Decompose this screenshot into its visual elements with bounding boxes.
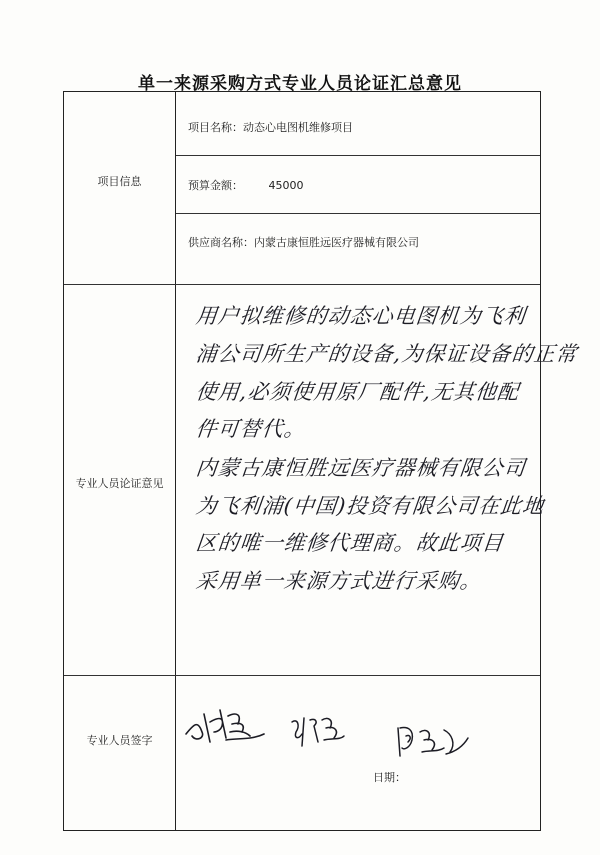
budget-label: 预算金额： [188,179,243,192]
project-name-row [188,119,353,135]
opinion-line: 区的唯一维修代理商。故此项目 [194,531,506,555]
column-divider [175,92,176,830]
signature-3-handwriting-icon [392,720,472,764]
supplier-label: 供应商名称： [188,236,254,249]
opinion-line: 使用,必须使用原厂配件,无其他配 [194,380,521,404]
budget-row [188,177,304,193]
opinion-label: 专业人员论证意见 [75,477,164,490]
document-title: 单一来源采购方式专业人员论证汇总意见 [138,74,462,94]
signature-1-handwriting-icon [180,702,270,752]
budget-value: 45000 [268,179,304,192]
signature-2-handwriting-icon [288,712,348,752]
project-name-label: 项目名称： [188,121,243,134]
opinion-line: 采用单一来源方式进行采购。 [194,569,484,593]
project-name-value: 动态心电图机维修项目 [243,121,353,134]
section-divider-opinion [64,675,540,676]
supplier-row [188,234,419,250]
project-info-label: 项目信息 [97,175,142,188]
date-label: 日期： [373,771,406,784]
section-divider-project-info [64,284,540,285]
opinion-line: 为飞利浦(中国)投资有限公司在此地 [194,494,546,518]
signature-label: 专业人员签字 [86,734,153,747]
row-divider-budget [176,213,540,214]
opinion-line: 浦公司所生产的设备,为保证设备的正常 [194,342,579,366]
opinion-line: 用户拟维修的动态心电图机为飞利 [194,304,528,328]
row-divider-project-name [176,155,540,156]
opinion-line: 内蒙古康恒胜远医疗器械有限公司 [194,456,528,480]
supplier-value: 内蒙古康恒胜远医疗器械有限公司 [254,236,419,249]
opinion-line: 件可替代。 [194,417,308,441]
